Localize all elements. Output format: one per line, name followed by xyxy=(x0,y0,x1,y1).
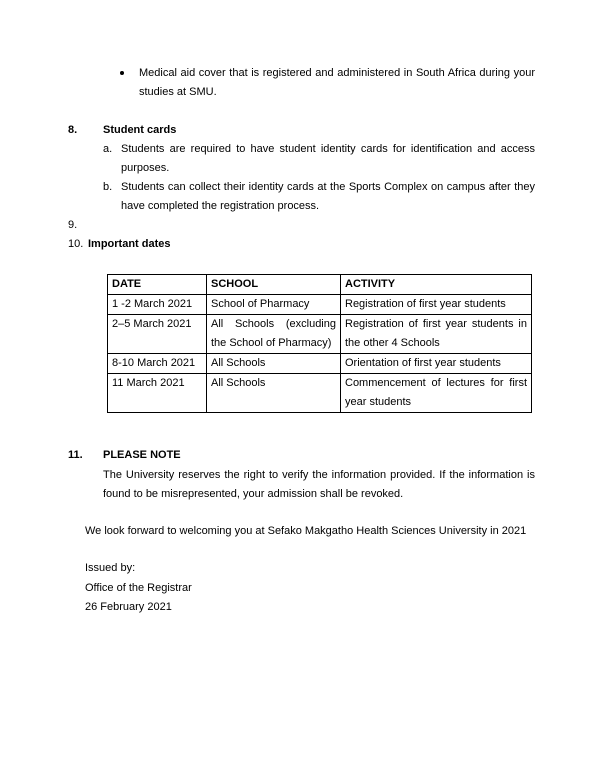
list-item-line: Students can collect their identity cards at the Sports Complex on campus after they xyxy=(121,181,535,193)
list-item-line: have completed the registration process. xyxy=(121,200,320,212)
date-cell: 1 -2 March 2021 xyxy=(108,295,207,315)
bullet-icon xyxy=(120,71,124,75)
bullet-line: studies at SMU. xyxy=(139,86,217,98)
school-cell: School of Pharmacy xyxy=(207,295,341,315)
note-line: found to be misrepresented, your admission shall be revoked. xyxy=(103,488,404,500)
column-header: DATE xyxy=(108,275,207,295)
table-header-row xyxy=(108,275,532,295)
date-cell: 11 March 2021 xyxy=(108,374,207,413)
section-heading: Student cards xyxy=(103,124,177,136)
bullet-line: Medical aid cover that is registered and administered in South Africa during your xyxy=(139,67,535,79)
section-heading: Important dates xyxy=(88,238,171,250)
section-number: 9. xyxy=(68,219,78,231)
school-cell: All Schools xyxy=(207,374,341,413)
school-cell xyxy=(207,315,341,354)
section-heading: PLEASE NOTE xyxy=(103,449,181,461)
column-header: ACTIVITY xyxy=(341,275,532,295)
table-row xyxy=(108,374,532,413)
activity-line: the other 4 Schools xyxy=(345,337,440,349)
school-line: the School of Pharmacy) xyxy=(211,337,332,349)
note-line: The University reserves the right to verify the information provided. If the information is xyxy=(103,469,535,481)
issue-date: 26 February 2021 xyxy=(85,601,172,613)
school-cell: All Schools xyxy=(207,354,341,374)
activity-line: Commencement of lectures for first xyxy=(345,377,527,389)
section-number: 8. xyxy=(68,124,78,136)
closing-sentence: We look forward to welcoming you at Sefako Makgatho Health Sciences University in 2021 xyxy=(85,525,527,537)
table-row xyxy=(108,295,532,315)
section-number: 11. xyxy=(68,449,83,461)
activity-line: Registration of first year students in xyxy=(345,318,527,330)
activity-cell: Registration of first year students xyxy=(341,295,532,315)
table-row xyxy=(108,354,532,374)
activity-line: year students xyxy=(345,396,412,408)
date-cell: 8-10 March 2021 xyxy=(108,354,207,374)
table-row xyxy=(108,315,532,354)
column-header: SCHOOL xyxy=(207,275,341,295)
activity-cell xyxy=(341,374,532,413)
activity-cell: Orientation of first year students xyxy=(341,354,532,374)
important-dates-table xyxy=(107,274,532,413)
school-line: All Schools (excluding xyxy=(211,318,336,330)
list-item-line: purposes. xyxy=(121,162,170,174)
section-number: 10. xyxy=(68,238,84,250)
activity-cell xyxy=(341,315,532,354)
list-item-line: Students are required to have student identity cards for identification and access xyxy=(121,143,535,155)
issuing-office: Office of the Registrar xyxy=(85,582,192,594)
list-marker: b. xyxy=(103,181,113,193)
issued-by-label: Issued by: xyxy=(85,562,136,574)
list-marker: a. xyxy=(103,143,113,155)
date-cell: 2–5 March 2021 xyxy=(108,315,207,354)
